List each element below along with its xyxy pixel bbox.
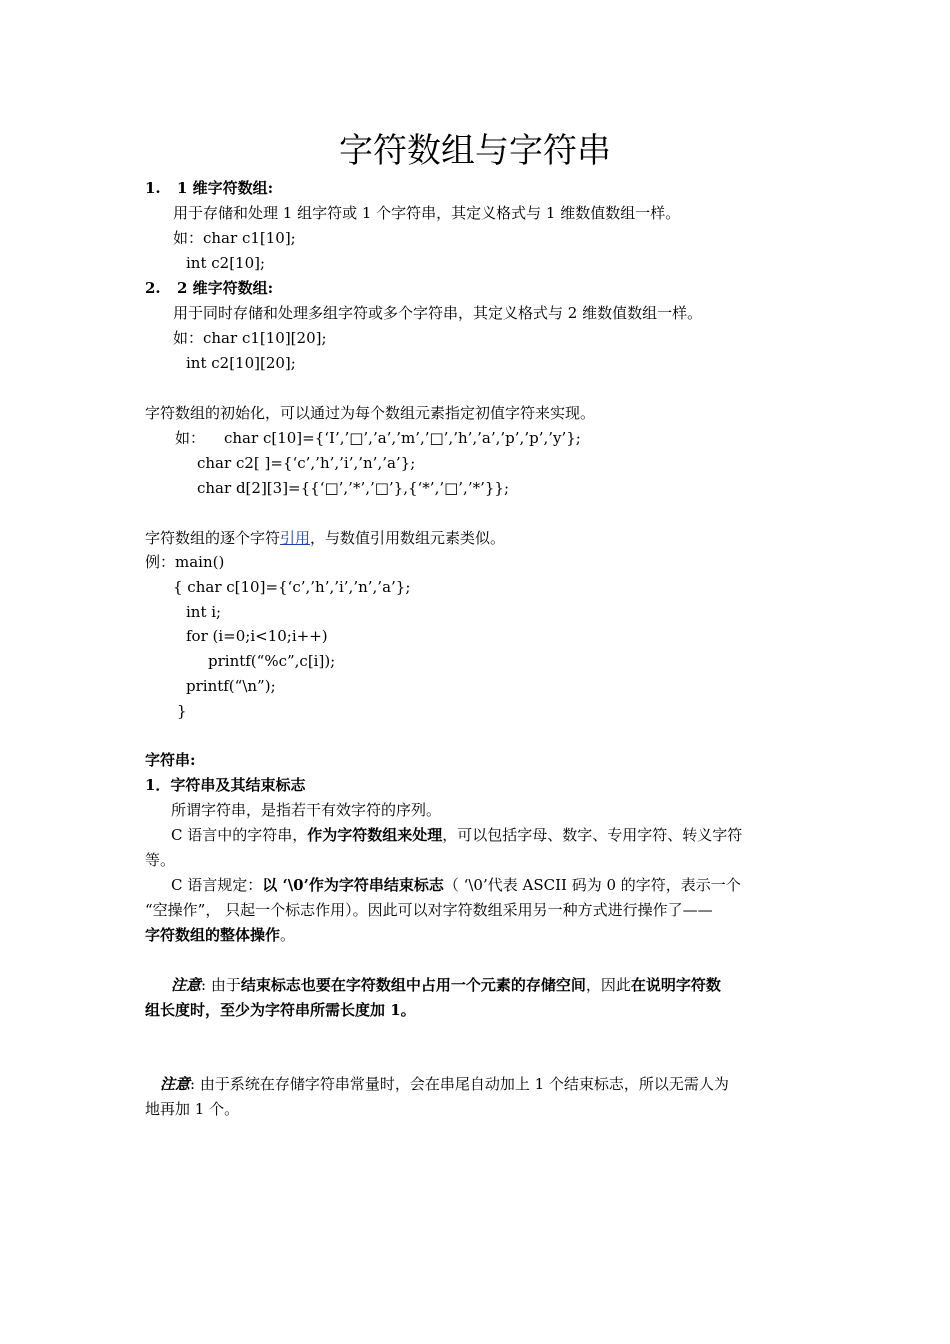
code-line: { char c[10]={‘c’,’h’,’i’,’n’,’a’}; bbox=[173, 578, 411, 596]
section-1-example-1: 如：char c1[10]; bbox=[173, 229, 296, 247]
string-paragraph-2-a: C 语言中的字符串， bbox=[171, 826, 308, 844]
page-title: 字符数组与字符串 bbox=[339, 131, 611, 171]
section-1-number: 1. bbox=[145, 179, 161, 197]
string-heading: 字符串: bbox=[145, 751, 196, 769]
note-1-label: 注意 bbox=[171, 976, 202, 994]
section-1-heading: 1 维字符数组: bbox=[177, 179, 274, 197]
reference-text bbox=[145, 528, 505, 548]
init-example-3: char d[2][3]={{‘□’,’*’,’□’},{‘*’,’□’,’*’}}; bbox=[197, 479, 509, 497]
section-2-heading: 2 维字符数组: bbox=[177, 279, 274, 297]
string-paragraph-2-b: 作为字符数组来处理 bbox=[307, 826, 443, 844]
string-sub-heading: 1．字符串及其结束标志 bbox=[145, 776, 306, 794]
init-example-1: char c[10]={‘I’,’□’,’a’,’m’,’□’,’h’,’a’,’p’,’p’,’y’}; bbox=[224, 429, 581, 447]
init-example-prefix: 如： bbox=[175, 429, 206, 447]
section-2-description: 用于同时存储和处理多组字符或多个字符串，其定义格式与 2 维数值数组一样。 bbox=[173, 304, 703, 322]
note-1-a: : 由于 bbox=[201, 976, 241, 994]
reference-link[interactable]: 引用 bbox=[280, 529, 311, 547]
section-2-example-2: int c2[10][20]; bbox=[186, 354, 296, 372]
init-example-2: char c2[ ]={‘c’,’h’,’i’,’n’,’a’}; bbox=[197, 454, 416, 472]
note-1-b: 结束标志也要在字符数组中占用一个元素的存储空间 bbox=[240, 976, 586, 994]
note-2 bbox=[160, 1074, 729, 1094]
section-1-example-2: int c2[10]; bbox=[186, 254, 266, 272]
note-2-label: 注意 bbox=[160, 1075, 191, 1093]
string-paragraph-2-end: 等。 bbox=[145, 851, 176, 869]
string-paragraph-3-e: 字符数组的整体操作 bbox=[145, 926, 281, 944]
string-paragraph-2-c: ，可以包括字母、数字、专用字符、转义字符 bbox=[442, 826, 743, 844]
init-text: 字符数组的初始化，可以通过为每个数组元素指定初值字符来实现。 bbox=[145, 404, 596, 422]
code-line: 例：main() bbox=[145, 553, 225, 571]
section-2-number: 2. bbox=[145, 279, 161, 297]
section-1-description: 用于存储和处理 1 组字符或 1 个字符串，其定义格式与 1 维数值数组一样。 bbox=[173, 204, 681, 222]
string-paragraph-3-b: 以 ‘\0’作为字符串结束标志 bbox=[262, 876, 444, 894]
section-2-example-1: 如：char c1[10][20]; bbox=[173, 329, 327, 347]
string-paragraph-3-c: （ ‘\0’代表 ASCII 码为 0 的字符，表示一个 bbox=[443, 876, 741, 894]
note-2-line-2: 地再加 1 个。 bbox=[145, 1100, 240, 1118]
string-paragraph-2 bbox=[171, 825, 742, 845]
note-1 bbox=[171, 975, 721, 995]
code-line: for (i=0;i<10;i++) bbox=[186, 627, 328, 645]
string-paragraph-3-line-3 bbox=[145, 925, 295, 945]
reference-text-b: ，与数值引用数组元素类似。 bbox=[310, 529, 506, 547]
string-paragraph-3-f: 。 bbox=[280, 926, 296, 944]
note-1-d: 在说明字符数 bbox=[630, 976, 721, 994]
code-line: int i; bbox=[186, 603, 222, 621]
reference-text-a: 字符数组的逐个字符 bbox=[145, 529, 281, 547]
code-line: printf(“%c”,c[i]); bbox=[208, 652, 336, 670]
note-1-c: ，因此 bbox=[585, 976, 631, 994]
note-1-line-2: 组长度时，至少为字符串所需长度加 1。 bbox=[145, 1001, 416, 1019]
code-line: printf(“\n”); bbox=[186, 677, 276, 695]
note-2-a: : 由于系统在存储字符串常量时，会在串尾自动加上 1 个结束标志，所以无需人为 bbox=[190, 1075, 729, 1093]
string-paragraph-3-line-2: “空操作”， 只起一个标志作用）。因此可以对字符数组采用另一种方式进行操作了—— bbox=[145, 901, 713, 919]
string-paragraph-3 bbox=[171, 875, 741, 895]
string-paragraph-3-a: C 语言规定： bbox=[171, 876, 263, 894]
code-line: } bbox=[177, 702, 187, 720]
string-paragraph-1: 所谓字符串，是指若干有效字符的序列。 bbox=[171, 801, 442, 819]
